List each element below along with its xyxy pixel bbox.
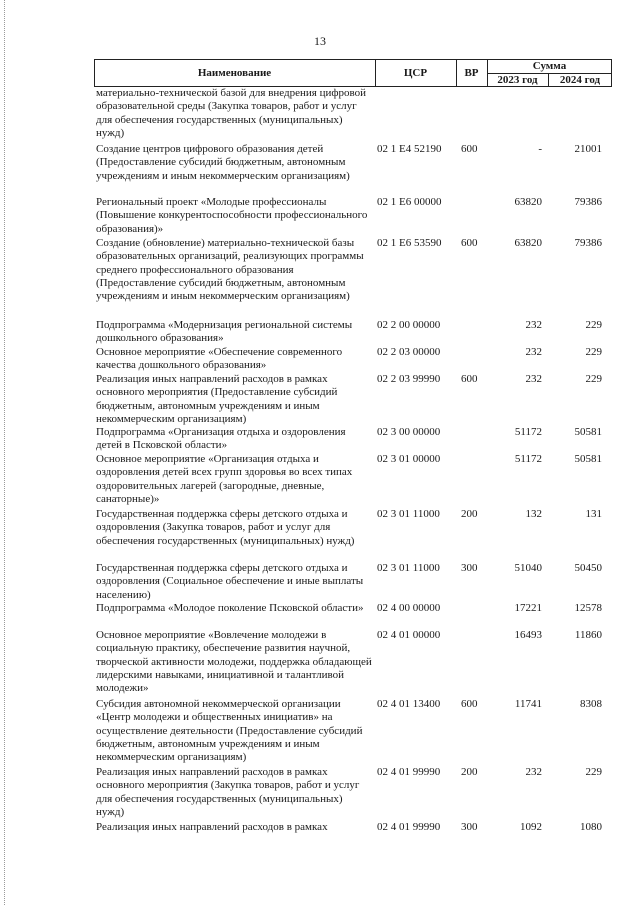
row-name: материально-технической базой для внедрения цифровой образовательной среды (Закупка товаров, работ и услуг для обеспечения государственных (муниципальных) нужд) [96,87,366,139]
row-name: Подпрограмма «Молодое поколение Псковской области» [96,602,364,614]
row-name: Государственная поддержка сферы детского отдыха и оздоровления (Социальное обеспечение и иные выплаты населению) [96,562,364,601]
row-sum-2023: 232 [525,346,542,358]
row-vr: 600 [461,237,478,249]
row-csr: 02 4 00 00000 [377,602,441,614]
row-sum-2024: 21001 [574,143,602,155]
row-sum-2023: 1092 [520,821,542,833]
row-name: Региональный проект «Молодые профессионалы (Повышение конкурентоспособности профессионального образования)» [96,196,368,235]
row-sum-2024: 79386 [574,196,602,208]
row-sum-2024: 229 [585,373,602,385]
row-sum-2024: 8308 [580,698,602,710]
row-sum-2024: 131 [585,508,602,520]
row-vr: 300 [461,821,478,833]
row-vr: 200 [461,766,478,778]
row-name: Реализация иных направлений расходов в рамках основного мероприятия (Предоставление субсидий бюджетным, автономным учреждениям и иным некоммерческим организациям) [96,373,338,425]
header-name: Наименование [197,67,272,79]
row-name: Подпрограмма «Модернизация региональной системы дошкольного образования» [96,319,353,345]
row-sum-2024: 50450 [574,562,602,574]
header-sum: Сумма [532,60,567,72]
row-csr: 02 2 03 99990 [377,373,441,385]
header-year-2023: 2023 год [497,74,538,86]
row-sum-2023: 132 [525,508,542,520]
row-sum-2024: 229 [585,319,602,331]
row-sum-2023: 16493 [514,629,542,641]
table-header [94,59,612,87]
row-csr: 02 4 01 99990 [377,821,441,833]
row-csr: 02 4 01 00000 [377,629,441,641]
row-sum-2023: 63820 [514,237,542,249]
scan-left-edge [4,0,5,905]
header-year-2024: 2024 год [559,74,601,86]
row-sum-2024: 1080 [580,821,602,833]
row-name: Реализация иных направлений расходов в рамках основного мероприятия (Закупка товаров, работ и услуг для обеспечения государственных (муниципальных) нужд) [96,766,360,818]
row-csr: 02 4 01 99990 [377,766,441,778]
row-name: Субсидия автономной некоммерческой организации «Центр молодежи и общественных инициатив» на осуществление деятельности (Предоставление субсидий бюджетным, автономным учреждениям и иным некоммерческим организациям) [96,698,363,764]
row-csr: 02 3 00 00000 [377,426,441,438]
row-sum-2023: 232 [525,766,542,778]
row-csr: 02 2 00 00000 [377,319,441,331]
row-name: Государственная поддержка сферы детского отдыха и оздоровления (Закупка товаров, работ и услуг для обеспечения государственных (муниципальных) нужд) [96,508,355,547]
row-sum-2023: 63820 [514,196,542,208]
header-csr: ЦСР [403,67,428,79]
row-csr: 02 4 01 13400 [377,698,441,710]
row-sum-2024: 11860 [574,629,602,641]
row-vr: 600 [461,143,478,155]
header-vr: ВР [464,67,479,79]
row-sum-2023: 11741 [514,698,542,710]
row-csr: 02 3 01 00000 [377,453,441,465]
row-vr: 300 [461,562,478,574]
row-name: Основное мероприятие «Организация отдыха и оздоровления детей всех групп здоровья во всех типах оздоровительных лагерей (загородные, дневные, санаторные)» [96,453,353,505]
row-sum-2024: 12578 [574,602,602,614]
row-name: Подпрограмма «Организация отдыха и оздоровления детей в Псковской области» [96,426,346,452]
row-name: Создание (обновление) материально-технической базы образовательных организаций, реализующих программы среднего профессионального образования (Предоставление субсидий бюджетным, автономным учреждениям и иным некоммерческим организациям) [96,237,364,303]
row-csr: 02 3 01 11000 [377,508,440,520]
row-sum-2024: 229 [585,766,602,778]
row-sum-2024: 50581 [574,426,602,438]
row-sum-2023: 17221 [514,602,542,614]
page-number: 13 [314,34,326,48]
row-sum-2023: 51172 [514,426,542,438]
row-sum-2024: 50581 [574,453,602,465]
row-name: Основное мероприятие «Обеспечение современного качества дошкольного образования» [96,346,343,372]
row-vr: 600 [461,373,478,385]
row-csr: 02 1 Е6 00000 [377,196,442,208]
row-csr: 02 2 03 00000 [377,346,441,358]
row-sum-2023: - [538,143,542,155]
row-sum-2023: 232 [525,319,542,331]
row-csr: 02 1 Е4 52190 [377,143,442,155]
row-csr: 02 3 01 11000 [377,562,440,574]
row-sum-2023: 232 [525,373,542,385]
row-vr: 600 [461,698,478,710]
row-name: Создание центров цифрового образования детей (Предоставление субсидий бюджетным, автономным учреждениям и иным некоммерческим организациям) [96,143,350,182]
row-sum-2024: 79386 [574,237,602,249]
row-name: Основное мероприятие «Вовлечение молодежи в социальную практику, обеспечение развития научной, творческой активности молодежи, поддержка обладающей лидерскими навыками, инициативной и талантливой молодежи» [96,629,372,695]
row-sum-2023: 51172 [514,453,542,465]
row-sum-2024: 229 [585,346,602,358]
row-csr: 02 1 Е6 53590 [377,237,442,249]
row-sum-2023: 51040 [514,562,542,574]
row-name: Реализация иных направлений расходов в рамках [96,821,328,833]
row-vr: 200 [461,508,478,520]
